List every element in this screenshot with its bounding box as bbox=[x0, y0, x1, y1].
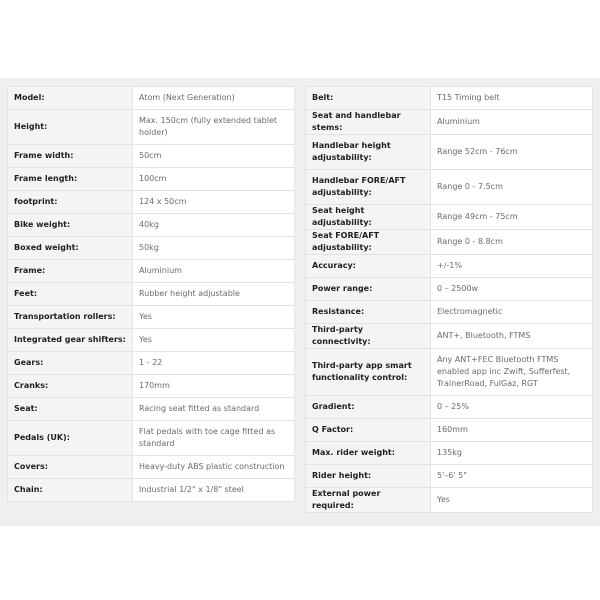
spec-row bbox=[306, 349, 593, 396]
spec-value: 0 – 2500w bbox=[431, 278, 593, 301]
spec-row bbox=[8, 260, 295, 283]
spec-value: 160mm bbox=[431, 419, 593, 442]
spec-row bbox=[8, 168, 295, 191]
spec-label: Accuracy: bbox=[306, 255, 431, 278]
spec-label: Pedals (UK): bbox=[8, 421, 133, 456]
spec-row bbox=[306, 87, 593, 110]
spec-row bbox=[8, 479, 295, 502]
spec-value: T15 Timing belt bbox=[431, 87, 593, 110]
spec-label: Feet: bbox=[8, 283, 133, 306]
spec-label: Q Factor: bbox=[306, 419, 431, 442]
spec-row bbox=[306, 230, 593, 255]
spec-value: 170mm bbox=[133, 375, 295, 398]
spec-row bbox=[8, 214, 295, 237]
spec-value: Yes bbox=[133, 306, 295, 329]
spec-label: Integrated gear shifters: bbox=[8, 329, 133, 352]
spec-value: Flat pedals with toe cage fitted as standard bbox=[133, 421, 295, 456]
spec-label: Seat: bbox=[8, 398, 133, 421]
spec-value: 0 – 25% bbox=[431, 396, 593, 419]
spec-row bbox=[306, 324, 593, 349]
spec-label: Rider height: bbox=[306, 465, 431, 488]
spec-row bbox=[306, 419, 593, 442]
spec-row bbox=[306, 255, 593, 278]
spec-value: 40kg bbox=[133, 214, 295, 237]
spec-label: Handlebar FORE/AFT adjustability: bbox=[306, 170, 431, 205]
spec-row bbox=[306, 170, 593, 205]
spec-label: Seat FORE/AFT adjustability: bbox=[306, 230, 431, 255]
spec-value: 124 x 50cm bbox=[133, 191, 295, 214]
spec-value: Aluminium bbox=[431, 110, 593, 135]
spec-label: Chain: bbox=[8, 479, 133, 502]
spec-row bbox=[8, 87, 295, 110]
spec-row bbox=[8, 145, 295, 168]
spec-row bbox=[8, 398, 295, 421]
spec-label: Boxed weight: bbox=[8, 237, 133, 260]
spec-value: Range 0 - 7.5cm bbox=[431, 170, 593, 205]
spec-row bbox=[8, 237, 295, 260]
spec-label: Belt: bbox=[306, 87, 431, 110]
spec-row bbox=[306, 442, 593, 465]
spec-value: Yes bbox=[133, 329, 295, 352]
spec-value: Racing seat fitted as standard bbox=[133, 398, 295, 421]
spec-value: Industrial 1/2" x 1/8" steel bbox=[133, 479, 295, 502]
spec-table-right bbox=[305, 86, 593, 513]
spec-row bbox=[8, 329, 295, 352]
spec-row bbox=[306, 301, 593, 324]
spec-label: Third-party app smart functionality control: bbox=[306, 349, 431, 396]
spec-label: Gradient: bbox=[306, 396, 431, 419]
spec-label: External power required: bbox=[306, 488, 431, 513]
spec-label: Handlebar height adjustability: bbox=[306, 135, 431, 170]
spec-label: Seat and handlebar stems: bbox=[306, 110, 431, 135]
spec-value: Yes bbox=[431, 488, 593, 513]
spec-label: Frame: bbox=[8, 260, 133, 283]
spec-value: 5'–6' 5" bbox=[431, 465, 593, 488]
spec-value: 50kg bbox=[133, 237, 295, 260]
spec-label: Max. rider weight: bbox=[306, 442, 431, 465]
spec-row bbox=[8, 421, 295, 456]
spec-table-left-body bbox=[8, 87, 295, 502]
spec-value: Range 52cm - 76cm bbox=[431, 135, 593, 170]
spec-value: Max. 150cm (fully extended tablet holder) bbox=[133, 110, 295, 145]
spec-table-left bbox=[7, 86, 295, 502]
spec-value: +/-1% bbox=[431, 255, 593, 278]
spec-label: Gears: bbox=[8, 352, 133, 375]
spec-value: 100cm bbox=[133, 168, 295, 191]
spec-value: 135kg bbox=[431, 442, 593, 465]
spec-value: Range 0 - 8.8cm bbox=[431, 230, 593, 255]
spec-row bbox=[306, 110, 593, 135]
spec-label: Power range: bbox=[306, 278, 431, 301]
spec-row bbox=[306, 465, 593, 488]
spec-label: Bike weight: bbox=[8, 214, 133, 237]
spec-table-right-body bbox=[306, 87, 593, 513]
spec-label: Cranks: bbox=[8, 375, 133, 398]
spec-row bbox=[306, 488, 593, 513]
spec-label: footprint: bbox=[8, 191, 133, 214]
spec-value: ANT+, Bluetooth, FTMS bbox=[431, 324, 593, 349]
spec-row bbox=[8, 306, 295, 329]
spec-label: Frame length: bbox=[8, 168, 133, 191]
spec-value: Any ANT+FEC Bluetooth FTMS enabled app inc Zwift, Sufferfest, TrainerRoad, FulGaz, RGT bbox=[431, 349, 593, 396]
spec-row bbox=[8, 456, 295, 479]
spec-row bbox=[8, 375, 295, 398]
spec-value: Heavy-duty ABS plastic construction bbox=[133, 456, 295, 479]
spec-row bbox=[306, 205, 593, 230]
spec-value: Aluminium bbox=[133, 260, 295, 283]
spec-row bbox=[8, 352, 295, 375]
spec-label: Resistance: bbox=[306, 301, 431, 324]
spec-row bbox=[8, 110, 295, 145]
spec-row bbox=[306, 396, 593, 419]
spec-label: Seat height adjustability: bbox=[306, 205, 431, 230]
spec-label: Third-party connectivity: bbox=[306, 324, 431, 349]
spec-value: 50cm bbox=[133, 145, 295, 168]
spec-value: Rubber height adjustable bbox=[133, 283, 295, 306]
spec-label: Model: bbox=[8, 87, 133, 110]
spec-row bbox=[8, 191, 295, 214]
spec-value: 1 - 22 bbox=[133, 352, 295, 375]
spec-row bbox=[306, 135, 593, 170]
spec-row bbox=[8, 283, 295, 306]
spec-label: Covers: bbox=[8, 456, 133, 479]
spec-label: Frame width: bbox=[8, 145, 133, 168]
spec-value: Atom (Next Generation) bbox=[133, 87, 295, 110]
spec-value: Range 49cm - 75cm bbox=[431, 205, 593, 230]
spec-label: Transportation rollers: bbox=[8, 306, 133, 329]
spec-label: Height: bbox=[8, 110, 133, 145]
spec-value: Electromagnetic bbox=[431, 301, 593, 324]
spec-row bbox=[306, 278, 593, 301]
